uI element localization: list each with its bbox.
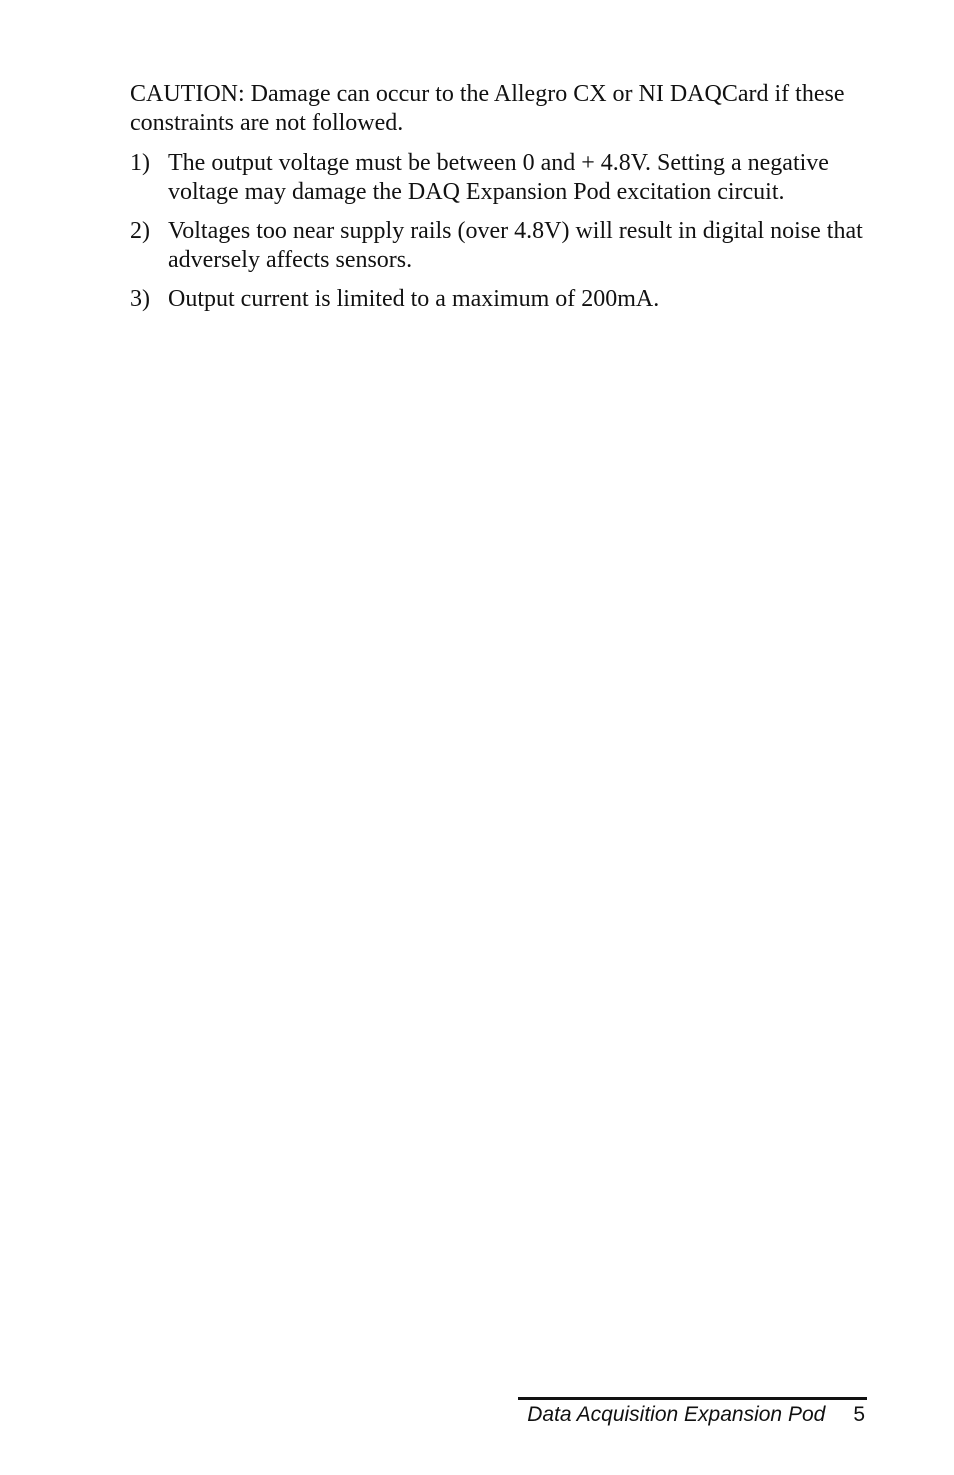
constraints-list xyxy=(130,149,870,314)
list-item xyxy=(130,285,870,314)
list-item xyxy=(130,217,870,275)
list-item-number: 3) xyxy=(130,286,150,312)
page-number: 5 xyxy=(853,1403,865,1426)
caution-paragraph: CAUTION: Damage can occur to the Allegro CX or NI DAQCard if these constraints are not followed. xyxy=(130,81,845,136)
footer-title: Data Acquisition Expansion Pod xyxy=(527,1403,826,1426)
list-item-text: Output current is limited to a maximum of 200mA. xyxy=(168,286,660,312)
list-item-text: The output voltage must be between 0 and + 4.8V. Setting a negative voltage may damage the DAQ Expansion Pod excitation circuit. xyxy=(168,150,829,205)
list-item-number: 2) xyxy=(130,218,150,244)
page-footer xyxy=(518,1397,867,1428)
list-item-text: Voltages too near supply rails (over 4.8V) will result in digital noise that adversely affects sensors. xyxy=(168,218,863,273)
document-body xyxy=(130,80,870,324)
list-item xyxy=(130,149,870,207)
list-item-number: 1) xyxy=(130,150,150,176)
